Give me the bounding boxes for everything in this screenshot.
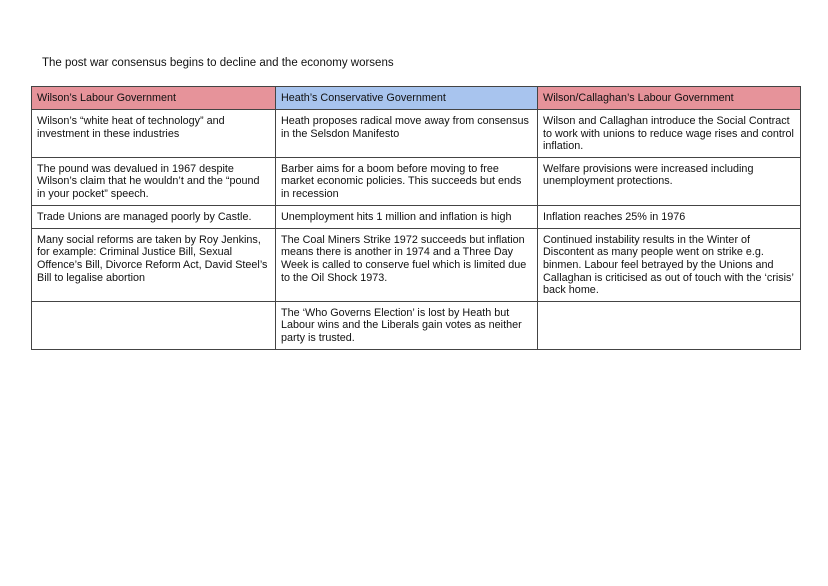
table-cell: Unemployment hits 1 million and inflation is high — [276, 205, 538, 228]
table-cell: The Coal Miners Strike 1972 succeeds but inflation means there is another in 1974 and a Three Day Week is called to conserve fuel which is limited due to the Oil Shock 1973. — [276, 228, 538, 301]
table-row — [32, 228, 801, 301]
table-cell-empty — [32, 301, 276, 349]
table-cell: The pound was devalued in 1967 despite Wilson’s claim that he wouldn’t and the “pound in your pocket” speech. — [32, 157, 276, 205]
page-title: The post war consensus begins to decline and the economy worsens — [42, 57, 394, 69]
table-cell: Heath proposes radical move away from consensus in the Selsdon Manifesto — [276, 110, 538, 158]
government-comparison-table — [31, 86, 801, 350]
header-wilson-callaghan-labour: Wilson/Callaghan’s Labour Government — [538, 87, 801, 110]
table-cell: Inflation reaches 25% in 1976 — [538, 205, 801, 228]
table-cell: Continued instability results in the Winter of Discontent as many people went on strike e.g. binmen. Labour feel betrayed by the Unions and Callaghan is criticised as out of touch with the ‘crisis’ back home. — [538, 228, 801, 301]
table-row — [32, 205, 801, 228]
table-cell: Barber aims for a boom before moving to free market economic policies. This succeeds but ends in recession — [276, 157, 538, 205]
table-cell: Wilson and Callaghan introduce the Social Contract to work with unions to reduce wage rises and control inflation. — [538, 110, 801, 158]
table-cell: The ‘Who Governs Election’ is lost by Heath but Labour wins and the Liberals gain votes as neither party is trusted. — [276, 301, 538, 349]
table-cell: Welfare provisions were increased including unemployment protections. — [538, 157, 801, 205]
table-row — [32, 110, 801, 158]
table-row — [32, 157, 801, 205]
table-header-row — [32, 87, 801, 110]
header-wilson-labour: Wilson’s Labour Government — [32, 87, 276, 110]
table-cell-empty — [538, 301, 801, 349]
table-cell: Wilson’s “white heat of technology” and investment in these industries — [32, 110, 276, 158]
table-cell: Many social reforms are taken by Roy Jenkins, for example: Criminal Justice Bill, Sexual Offence’s Bill, Divorce Reform Act, David Steel’s Bill to legalise abortion — [32, 228, 276, 301]
header-heath-conservative: Heath’s Conservative Government — [276, 87, 538, 110]
table-row — [32, 301, 801, 349]
table-cell: Trade Unions are managed poorly by Castle. — [32, 205, 276, 228]
